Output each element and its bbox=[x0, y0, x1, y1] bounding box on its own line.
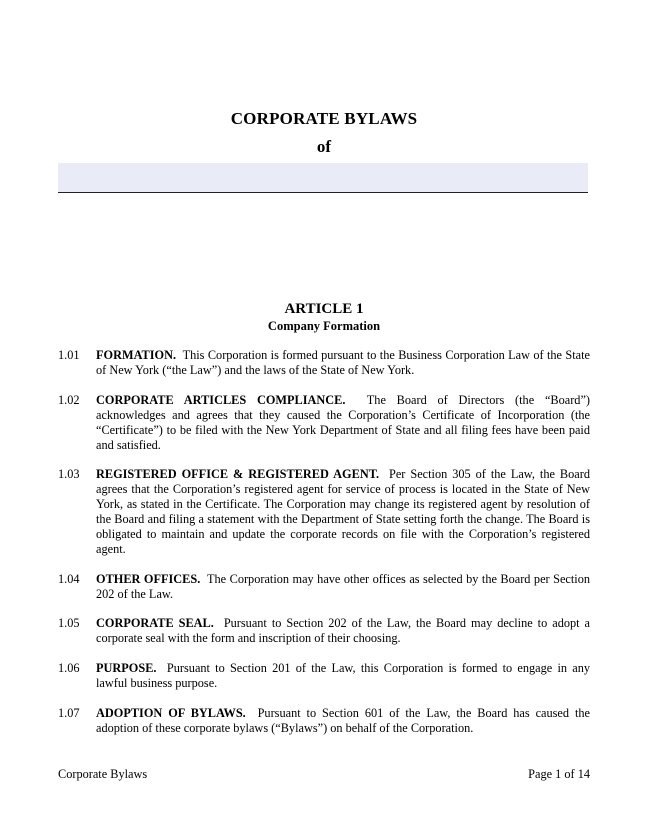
document-title: CORPORATE BYLAWS bbox=[230, 109, 418, 128]
section-1-04 bbox=[58, 572, 590, 602]
section-1-06 bbox=[58, 661, 590, 691]
section-number: 1.02 bbox=[58, 393, 80, 407]
section-text: The Board of Directors (the “Board”) acknowledges and agrees that they caused the Corporation’s Certificate of Incorporation (the “Certificate”) to be filed with the New York Department of State and all filing fees have been paid and satisfied. bbox=[96, 393, 591, 452]
section-1-05 bbox=[58, 616, 590, 646]
section-text: Pursuant to Section 202 of the Law, the Board may decline to adopt a corporate seal with the form and inscription of their choosing. bbox=[96, 616, 590, 645]
section-number: 1.04 bbox=[58, 572, 80, 586]
corporation-name-field[interactable] bbox=[58, 163, 588, 193]
section-heading: FORMATION. bbox=[96, 348, 177, 362]
section-heading: CORPORATE SEAL. bbox=[96, 616, 214, 630]
section-text: Pursuant to Section 601 of the Law, the Board has caused the adoption of these corporate bylaws (“Bylaws”) on behalf of the Corporation. bbox=[96, 706, 590, 735]
document-of-label: of bbox=[316, 137, 332, 156]
section-text: This Corporation is formed pursuant to the Business Corporation Law of the State of New York (“the Law”) and the laws of the State of New York. bbox=[96, 348, 590, 377]
section-text: The Corporation may have other offices as selected by the Board per Section 202 of the Law. bbox=[96, 572, 590, 601]
footer-document-name: Corporate Bylaws bbox=[58, 767, 148, 781]
section-heading: PURPOSE. bbox=[96, 661, 157, 675]
section-text: Per Section 305 of the Law, the Board agrees that the Corporation’s registered agent for service of process is located in the State of New York, as stated in the Certificate. The Corporation may change its registered agent by resolution of the Board and filing a statement with the Department of State setting forth the change. The Board is obligated to maintain and update the corporate records on file with the Corporation’s registered agent. bbox=[96, 467, 590, 556]
section-1-02 bbox=[58, 393, 590, 453]
section-number: 1.03 bbox=[58, 467, 80, 481]
section-1-03 bbox=[58, 467, 590, 556]
section-heading: REGISTERED OFFICE & REGISTERED AGENT. bbox=[96, 467, 380, 481]
section-heading: OTHER OFFICES. bbox=[96, 572, 201, 586]
section-number: 1.06 bbox=[58, 661, 80, 675]
section-heading: ADOPTION OF BYLAWS. bbox=[96, 706, 246, 720]
article-heading: ARTICLE 1 bbox=[284, 301, 364, 317]
section-number: 1.05 bbox=[58, 616, 80, 630]
section-number: 1.01 bbox=[58, 348, 80, 362]
section-1-07 bbox=[58, 706, 590, 736]
section-1-01 bbox=[58, 348, 590, 378]
footer-page-number: Page 1 of 14 bbox=[528, 767, 590, 781]
section-text: Pursuant to Section 201 of the Law, this Corporation is formed to engage in any lawful business purpose. bbox=[96, 661, 590, 690]
article-subheading: Company Formation bbox=[267, 319, 381, 333]
section-number: 1.07 bbox=[58, 706, 80, 720]
section-heading: CORPORATE ARTICLES COMPLIANCE. bbox=[96, 393, 346, 407]
